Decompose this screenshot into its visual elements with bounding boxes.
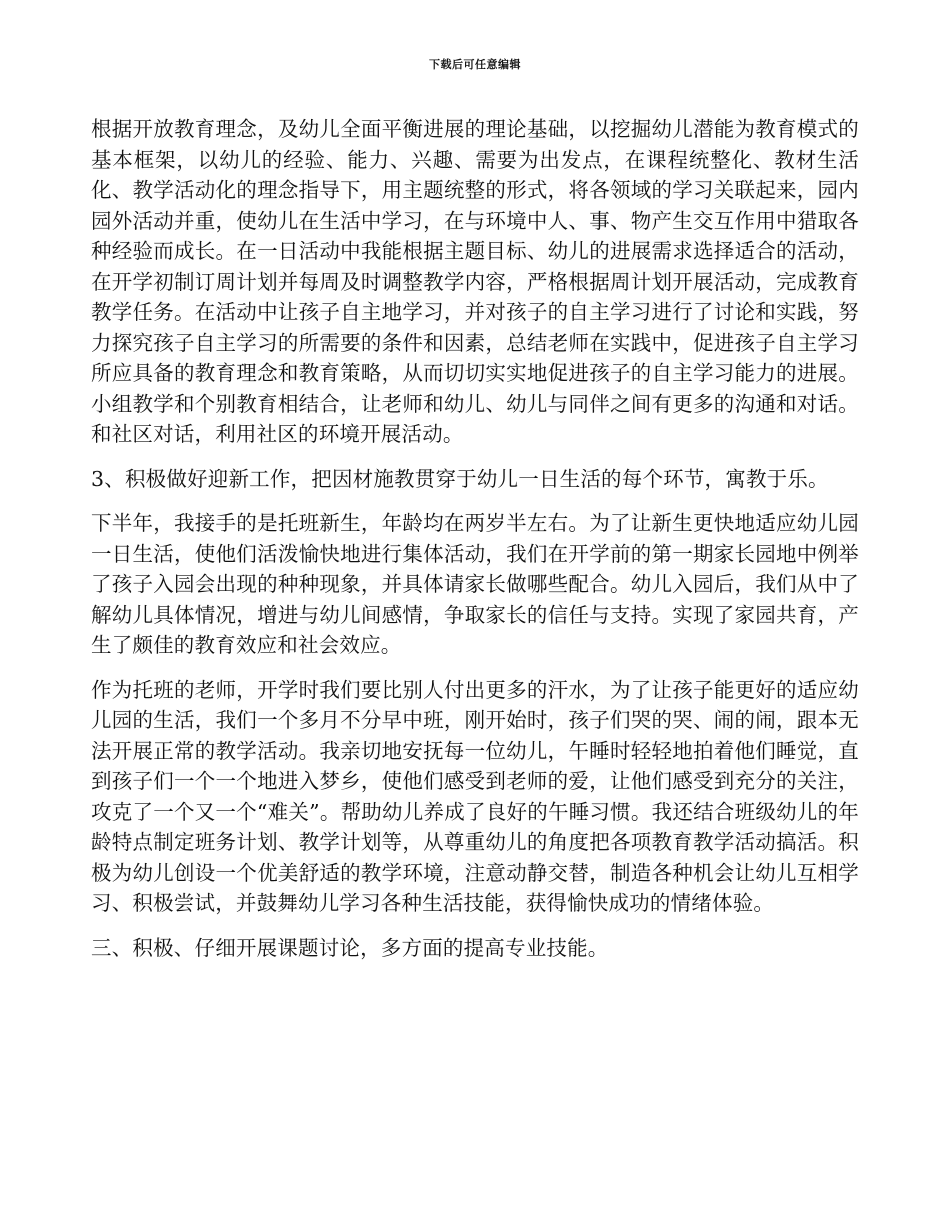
paragraph-new-students: 下半年，我接手的是托班新生，年龄均在两岁半左右。为了让新生更快地适应幼儿园一日生活，使他们活泼愉快地进行集体活动，我们在开学前的第一期家长园地中例举了孩子入园会出现的种种现象，并具体请家长做哪些配合。幼儿入园后，我们从中了解幼儿具体情况，增进与幼儿间感情，争取家长的信任与支持。实现了家园共育，产生了颇佳的教育效应和社会效应。 xyxy=(91,511,859,657)
page-header: 下载后可任意编辑 xyxy=(429,58,521,71)
document-body xyxy=(91,114,859,977)
paragraph-toddler-class: 作为托班的老师，开学时我们要比别人付出更多的汗水，为了让孩子能更好的适应幼儿园的生活，我们一个多月不分早中班，刚开始时，孩子们哭的哭、闹的闹，跟本无法开展正常的教学活动。我亲切地安抚每一位幼儿，午睡时轻轻地拍着他们睡觉，直到孩子们一个一个地进入梦乡，使他们感受到老师的爱，让他们感受到充分的关注，攻克了一个又一个“难关”。帮助幼儿养成了良好的午睡习惯。我还结合班级幼儿的年龄特点制定班务计划、教学计划等，从尊重幼儿的角度把各项教育教学活动搞活。积极为幼儿创设一个优美舒适的教学环境，注意动静交替，制造各种机会让幼儿互相学习、积极尝试，并鼓舞幼儿学习各种生活技能，获得愉快成功的情绪体验。 xyxy=(91,677,859,915)
section-heading-research: 三、积极、仔细开展课题讨论，多方面的提高专业技能。 xyxy=(91,935,609,960)
paragraph-heading-3: 3、积极做好迎新工作，把因材施教贯穿于幼儿一日生活的每个环节，寓教于乐。 xyxy=(91,466,829,491)
paragraph-curriculum: 根据开放教育理念，及幼儿全面平衡进展的理论基础，以挖掘幼儿潜能为教育模式的基本框架，以幼儿的经验、能力、兴趣、需要为出发点，在课程统整化、教材生活化、教学活动化的理念指导下，用主题统整的形式，将各领域的学习关联起来，园内园外活动并重，使幼儿在生活中学习，在与环境中人、事、物产生交互作用中猎取各种经验而成长。在一日活动中我能根据主题目标、幼儿的进展需求选择适合的活动，在开学初制订周计划并每周及时调整教学内容，严格根据周计划开展活动，完成教育教学任务。在活动中让孩子自主地学习，并对孩子的自主学习进行了讨论和实践，努力探究孩子自主学习的所需要的条件和因素，总结老师在实践中，促进孩子自主学习所应具备的教育理念和教育策略，从而切切实实地促进孩子的自主学习能力的进展。小组教学和个别教育相结合，让老师和幼儿、幼儿与同伴之间有更多的沟通和对话。和社区对话，利用社区的环境开展活动。 xyxy=(91,117,859,446)
